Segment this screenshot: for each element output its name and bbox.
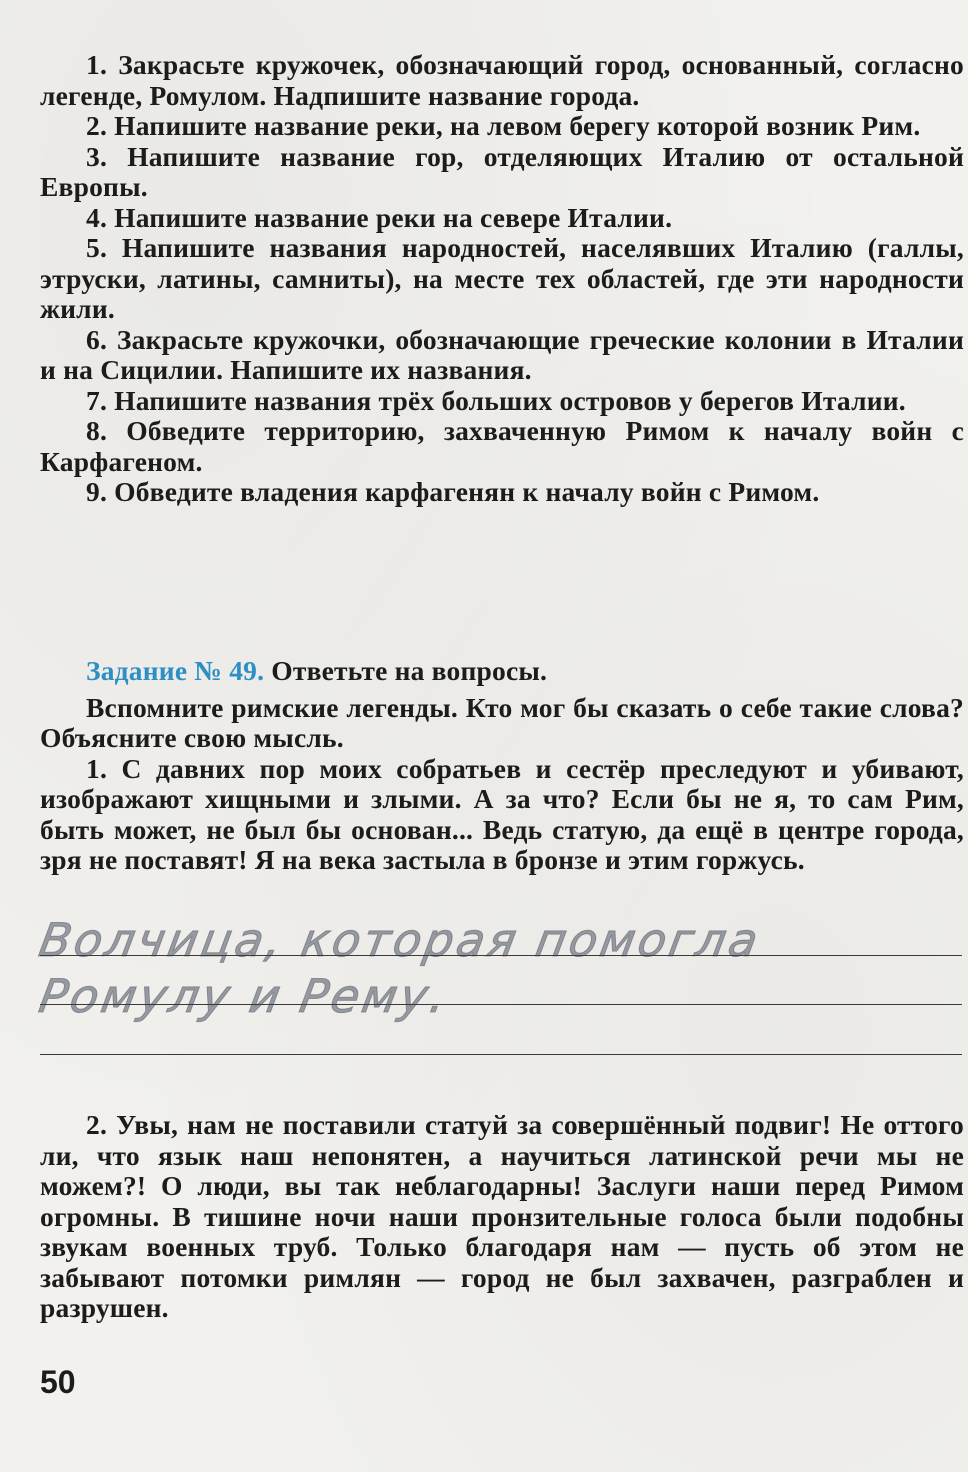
task-heading [40, 656, 964, 687]
instruction-9: 9. Обведите владения карфагенян к началу войн с Римом. [86, 476, 820, 507]
task-title: Ответьте на вопросы. [271, 655, 548, 686]
instruction-7: 7. Напишите названия трёх больших островов у берегов Италии. [86, 384, 906, 416]
instruction-5: 5. Напишите названия народностей, населявших Италию (галлы, этруски, латины, самниты), на месте тех областей, где эти народности жили. [40, 232, 964, 324]
instruction-2: 2. Напишите название реки, на левом берегу которой возник Рим. [86, 110, 921, 141]
handwritten-answer-line-1: Волчица, которая помогла [35, 913, 766, 967]
answer-line-1 [40, 955, 962, 956]
answer-line-3 [40, 1054, 962, 1055]
task-label: Задание № 49. [86, 655, 265, 686]
answer-line-2 [40, 1004, 962, 1005]
map-instructions [40, 50, 964, 508]
question-2: 2. Увы, нам не поставили статуй за совершённый подвиг! Не оттого ли, что язык наш непонятен, а научиться латинской речи мы не можем?! О люди, вы так неблагодарны! Заслуги наши перед Римом огромны. В тишине ночи наши пронзительные голоса были подобны звукам военных труб. Только благодаря нам — пусть об этом не забывают потомки римлян — город не был захвачен, разграблен и разрушен. [40, 1109, 964, 1323]
instruction-1: 1. Закрасьте кружочек, обозначающий город, основанный, согласно легенде, Ромулом. Надпишите название города. [40, 49, 964, 111]
page-number: 50 [40, 1364, 76, 1400]
instruction-8: 8. Обведите территорию, захваченную Римом к началу войн с Карфагеном. [40, 415, 964, 477]
question-1: 1. С давних пор моих собратьев и сестёр преследуют и убивают, изображают хищными и злыми. А за что? Если бы не я, то сам Рим, быть может, не был бы основан... Ведь статую, да ещё в центре города, зря не поставят! Я на века застыла в бронзе и этим горжусь. [40, 752, 964, 875]
handwritten-answer-line-2: Ромулу и Рему. [35, 969, 453, 1023]
instruction-4: 4. Напишите название реки на севере Италии. [86, 201, 673, 233]
task-intro: Вспомните римские легенды. Кто мог бы сказать о себе такие слова? Объясните свою мысль. [40, 691, 964, 753]
question-2-block [40, 1110, 964, 1324]
instruction-6: 6. Закрасьте кружочки, обозначающие греческие колонии в Италии и на Сицилии. Напишите их названия. [40, 323, 965, 385]
instruction-3: 3. Напишите название гор, отделяющих Италию от остальной Европы. [40, 140, 964, 202]
task-49 [40, 656, 964, 876]
